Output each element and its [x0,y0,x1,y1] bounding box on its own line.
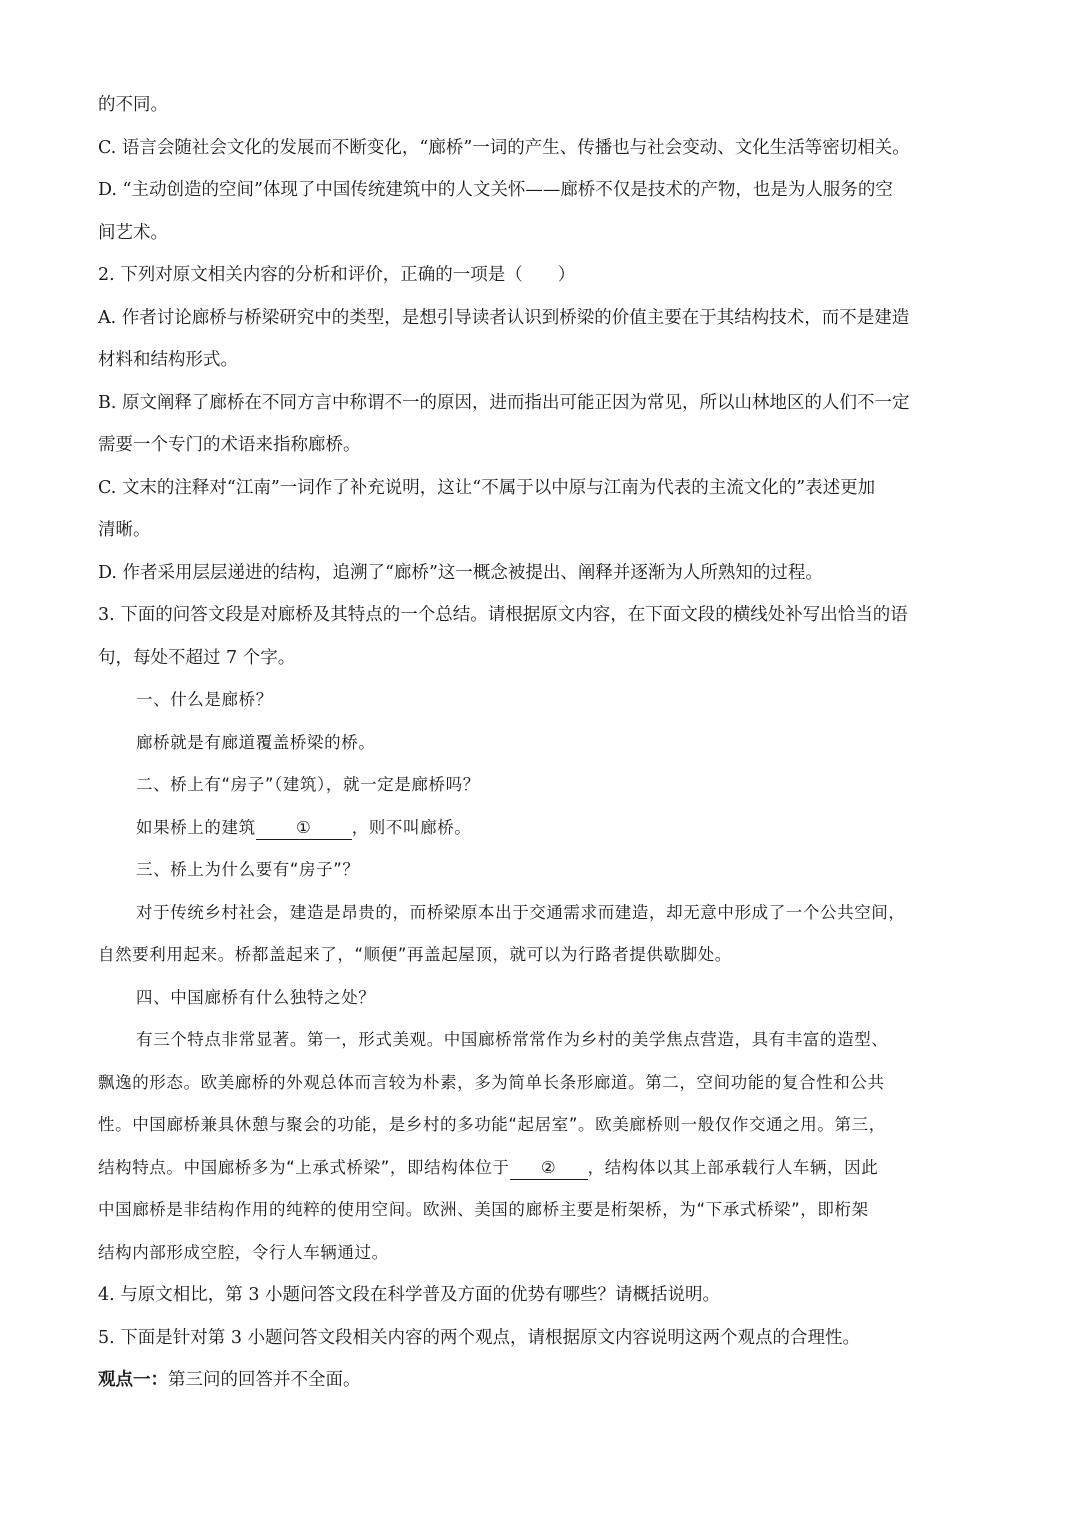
qa-heading-1: 一、什么是廊桥？ [136,690,273,709]
viewpoint-1 [98,1359,982,1402]
viewpoint-label: 观点一： [98,1370,168,1390]
text-line: 间艺术。 [98,222,168,243]
text-line [98,1147,982,1190]
option-c-q1: C. 语言会随社会文化的发展而不断变化，“廊桥”一词的产生、传播也与社会变动、文化生活等密切相关。 [98,137,910,158]
qa-answer-1: 廊桥就是有廊道覆盖桥梁的桥。 [136,732,376,752]
question-2: 2. 下列对原文相关内容的分析和评价，正确的一项是（ ） [98,265,576,285]
fill-blank-1[interactable]: ① [256,817,352,840]
text-line: 性。中国廊桥兼具休憩与聚会的功能，是乡村的多功能“起居室”。欧美廊桥则一般仅作交通之用。第三， [98,1115,886,1134]
qa-heading-4: 四、中国廊桥有什么独特之处？ [136,987,376,1007]
text-line: 清晰。 [98,520,151,540]
qa-answer-2 [98,807,982,850]
viewpoint-text: 第三问的回答并不全面。 [168,1370,361,1390]
text-line: 结构内部形成空腔，令行人车辆通过。 [98,1242,389,1262]
question-5: 5. 下面是针对第 3 小题问答文段相关内容的两个观点，请根据原文内容说明这两个观点的合理性。 [98,1327,861,1348]
text-line: 飘逸的形态。欧美廊桥的外观总体而言较为朴素，多为简单长条形廊道。第二，空间功能的复合性和公共 [98,1072,885,1092]
text-line: 材料和结构形式。 [98,350,238,370]
text-line: 中国廊桥是非结构作用的纯粹的使用空间。欧洲、美国的廊桥主要是桁架桥，为“下承式桥梁”，即桁架 [98,1200,869,1219]
option-d-q1: D. “主动创造的空间”体现了中国传统建筑中的人文关怀——廊桥不仅是技术的产物，也是为人服务的空 [98,180,893,200]
text-line: 需要一个专门的术语来指称廊桥。 [98,435,361,455]
qa-answer-4: 有三个特点非常显著。第一，形式美观。中国廊桥常常作为乡村的美学焦点营造，具有丰富的造型、 [136,1030,889,1049]
text-line: 的不同。 [98,95,168,115]
fill-blank-2[interactable]: ② [510,1157,588,1180]
text-segment: ，结构体以其上部承载行人车辆，因此 [587,1157,879,1177]
qa-answer-3: 对于传统乡村社会，建造是昂贵的，而桥梁原本出于交通需求而建造，却无意中形成了一个公共空间， [136,902,906,922]
option-d-q2: D. 作者采用层层递进的结构，追溯了“廊桥”这一概念被提出、阐释并逐渐为人所熟知的过程。 [98,562,823,583]
text-segment: 如果桥上的建筑 [136,817,256,837]
document-page [98,84,982,1402]
text-segment: ，则不叫廊桥。 [351,817,472,837]
option-c-q2: C. 文末的注释对“江南”一词作了补充说明，这让“不属于以中原与江南为代表的主流文化的”表述更加 [98,477,876,498]
option-b-q2: B. 原文阐释了廊桥在不同方言中称谓不一的原因，进而指出可能正因为常见，所以山林地区的人们不一定 [98,392,910,413]
option-a-q2: A. 作者讨论廊桥与桥梁研究中的类型，是想引导读者认识到桥梁的价值主要在于其结构技术，而不是建造 [98,307,910,328]
qa-heading-3: 三、桥上为什么要有“房子”？ [136,860,360,879]
question-3: 3. 下面的问答文段是对廊桥及其特点的一个总结。请根据原文内容，在下面文段的横线处补写出恰当的语 [98,605,908,625]
text-line: 句，每处不超过 7 个字。 [98,647,296,668]
text-line: 自然要利用起来。桥都盖起来了，“顺便”再盖起屋顶，就可以为行路者提供歇脚处。 [98,945,732,964]
question-4: 4. 与原文相比，第 3 小题问答文段在科学普及方面的优势有哪些？请概括说明。 [98,1285,721,1305]
text-segment: 结构特点。中国廊桥多为“上承式桥梁”，即结构体位于 [98,1157,510,1177]
qa-heading-2: 二、桥上有“房子”（建筑），就一定是廊桥吗？ [136,775,480,794]
